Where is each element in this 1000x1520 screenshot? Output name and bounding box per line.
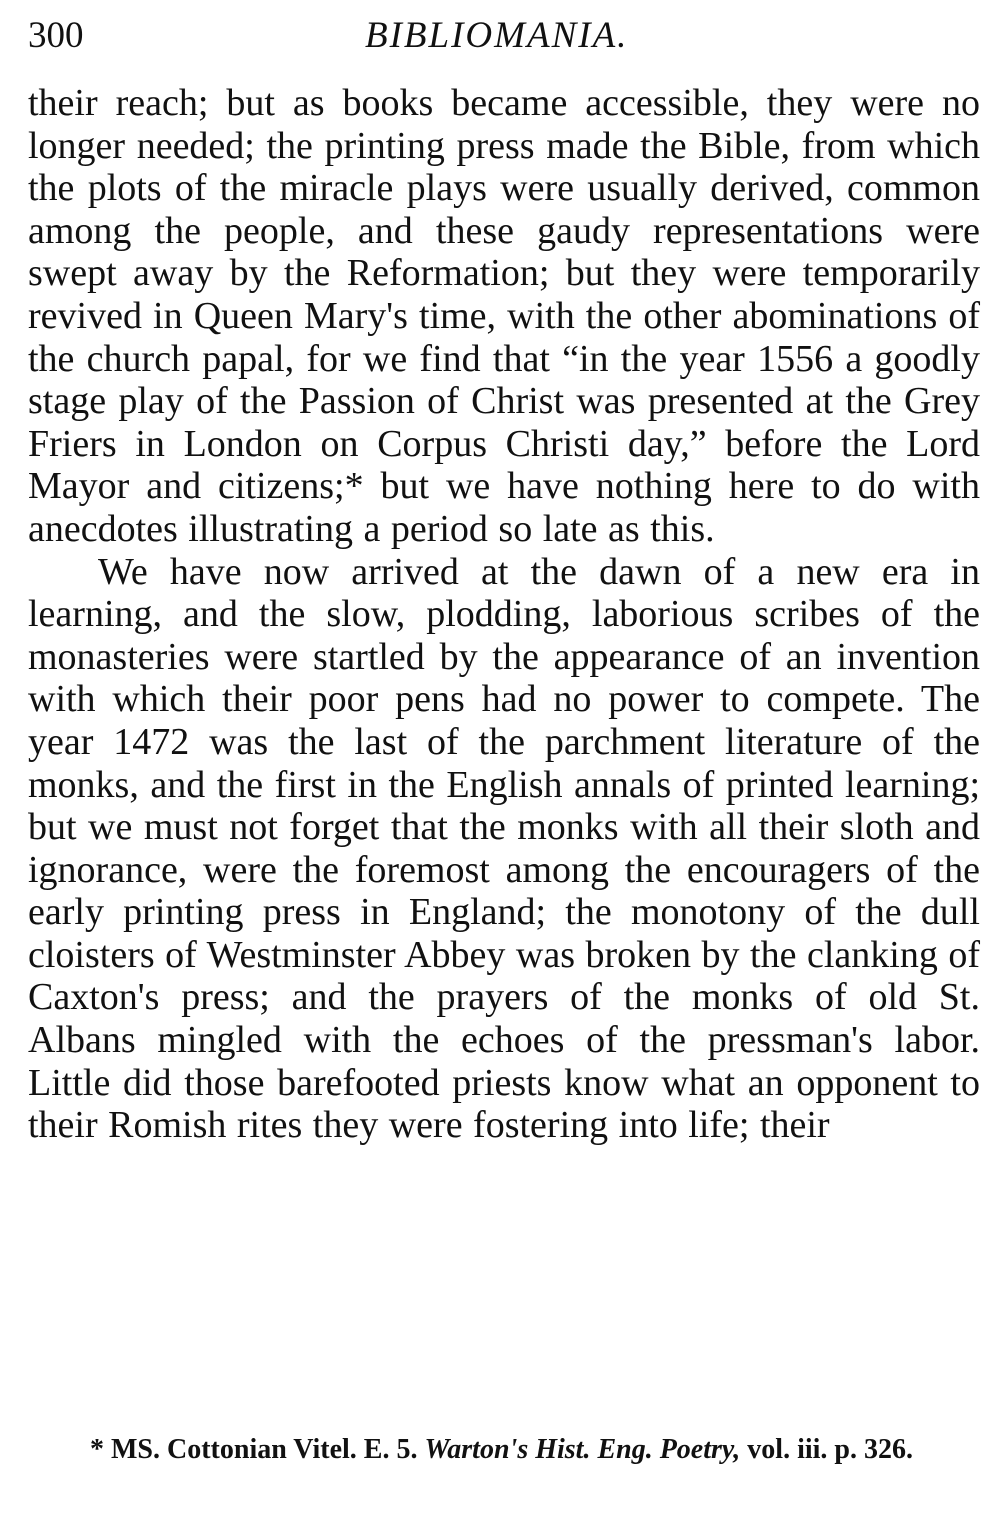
page-header [0,0,1000,70]
running-title: BIBLIOMANIA. [365,15,629,56]
footnote-citation-rest: vol. iii. p. 326. [747,1434,913,1465]
footnote-citation-title: Warton's Hist. Eng. Poetry, [424,1434,741,1465]
footnote-marker: * [90,1434,104,1465]
paragraph-1: their reach; but as books became accessible, they were no longer needed; the printing press made the Bible, from which the plots of the miracle plays were usually derived, common among the people, and these gaudy representations were swept away by the Reformation; but they were temporarily revived in Queen Mary's time, with the other abominations of the church papal, for we find that “in the year 1556 a goodly stage play of the Passion of Christ was presented at the Grey Friers in London on Corpus Christi day,” before the Lord Mayor and citizens;* but we have nothing here to do with anecdotes illustrating a period so late as this. [28,82,980,550]
footnote [28,1432,980,1467]
body-text [28,82,980,1147]
paragraph-2: We have now arrived at the dawn of a new era in learning, and the slow, plodding, laborious scribes of the monasteries were startled by the appearance of an invention with which their poor pens had no power to compete. The year 1472 was the last of the parchment literature of the monks, and the first in the English annals of printed learning; but we must not forget that the monks with all their sloth and ignorance, were the foremost among the encouragers of the early printing press in England; the monotony of the dull cloisters of Westminster Abbey was broken by the clanking of Caxton's press; and the prayers of the monks of old St. Albans mingled with the echoes of the pressman's labor. Little did those barefooted priests know what an opponent to their Romish rites they were fostering into life; their [28,550,980,1147]
footnote-source: MS. Cottonian Vitel. E. 5. [111,1434,418,1465]
page-number: 300 [28,15,84,56]
